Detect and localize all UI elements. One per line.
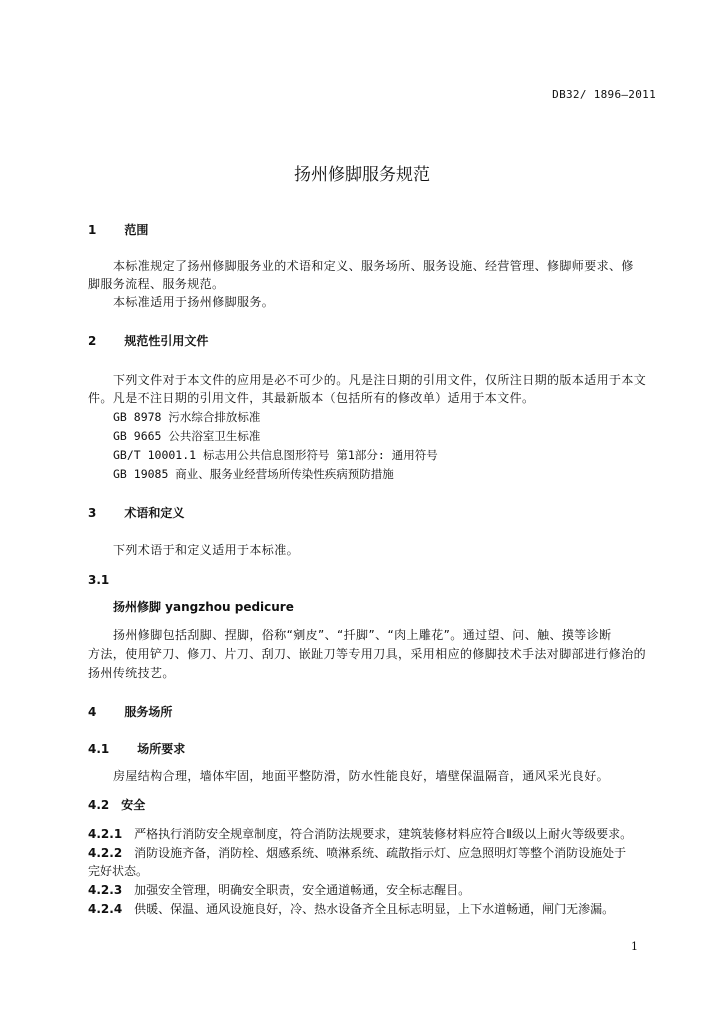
section-number: 4 <box>88 705 97 719</box>
clause-text: 严格执行消防安全规章制度，符合消防法规要求，建筑装修材料应符合Ⅱ级以上耐火等级要求。 <box>134 827 633 841</box>
paragraph-line: 下列术语于和定义适用于本标准。 <box>113 543 300 557</box>
paragraph-line: 扬州传统技艺。 <box>88 666 175 680</box>
clause-text: 加强安全管理，明确安全职责，安全通道畅通，安全标志醒目。 <box>134 883 471 897</box>
subsection-number: 4.2 <box>88 798 110 812</box>
paragraph-line: 本标准适用于扬州修脚服务。 <box>113 295 275 309</box>
standard-code: DB32/ 1896—2011 <box>552 88 656 101</box>
clause-item <box>88 845 626 861</box>
clause-text: 供暖、保温、通风设施良好，冷、热水设备齐全且标志明显，上下水道畅通，闸门无渗漏。 <box>134 902 615 916</box>
section-title: 范围 <box>124 223 149 237</box>
paragraph-line: 方法，使用铲刀、修刀、片刀、刮刀、嵌趾刀等专用刀具，采用相应的修脚技术手法对脚部进行修治的 <box>88 647 647 661</box>
clause-number: 4.2.2 <box>88 846 123 860</box>
paragraph-line: 脚服务流程、服务规范。 <box>88 277 225 291</box>
reference-item: GB 19085 商业、服务业经营场所传染性疾病预防措施 <box>113 467 394 481</box>
subsection-4-1-heading <box>88 741 185 757</box>
section-number: 1 <box>88 223 97 237</box>
clause-number: 4.2.4 <box>88 902 123 916</box>
section-title: 术语和定义 <box>124 506 185 520</box>
term-heading: 扬州修脚 yangzhou pedicure <box>113 600 294 614</box>
subsection-number: 3.1 <box>88 573 110 587</box>
section-2-heading <box>88 333 208 349</box>
clause-item <box>88 901 614 917</box>
subsection-title: 安全 <box>121 798 146 812</box>
reference-item: GB 9665 公共浴室卫生标准 <box>113 429 261 443</box>
clause-item <box>88 826 632 842</box>
paragraph-line: 本标准规定了扬州修脚服务业的术语和定义、服务场所、服务设施、经营管理、修脚师要求、修 <box>113 259 634 273</box>
page-number: 1 <box>631 940 638 953</box>
paragraph-line: 房屋结构合理，墙体牢固，地面平整防滑，防水性能良好，墙壁保温隔音，通风采光良好。 <box>113 769 610 783</box>
clause-number: 4.2.1 <box>88 827 123 841</box>
subsection-4-2-heading <box>88 797 145 813</box>
section-number: 3 <box>88 506 97 520</box>
paragraph-line: 件。凡是不注日期的引用文件，其最新版本（包括所有的修改单）适用于本文件。 <box>88 391 535 405</box>
clause-text: 消防设施齐备，消防栓、烟感系统、喷淋系统、疏散指示灯、应急照明灯等整个消防设施处于 <box>134 846 627 860</box>
reference-item: GB/T 10001.1 标志用公共信息图形符号 第1部分: 通用符号 <box>113 448 438 462</box>
section-3-heading <box>88 505 184 521</box>
reference-item: GB 8978 污水综合排放标准 <box>113 410 261 424</box>
document-title: 扬州修脚服务规范 <box>294 165 430 185</box>
section-4-heading <box>88 704 172 720</box>
subsection-number: 4.1 <box>88 742 110 756</box>
section-title: 规范性引用文件 <box>124 334 209 348</box>
clause-item <box>88 882 470 898</box>
clause-continuation: 完好状态。 <box>88 864 149 878</box>
section-number: 2 <box>88 334 97 348</box>
paragraph-line: 下列文件对于本文件的应用是必不可少的。凡是注日期的引用文件，仅所注日期的版本适用于本文 <box>113 373 647 387</box>
paragraph-line: 扬州修脚包括刮脚、捏脚，俗称“剜皮”、“扦脚”、“肉上雕花”。通过望、问、触、摸等诊断 <box>113 628 612 642</box>
subsection-title: 场所要求 <box>137 742 186 756</box>
section-title: 服务场所 <box>124 705 173 719</box>
section-1-heading <box>88 222 148 238</box>
clause-number: 4.2.3 <box>88 883 123 897</box>
